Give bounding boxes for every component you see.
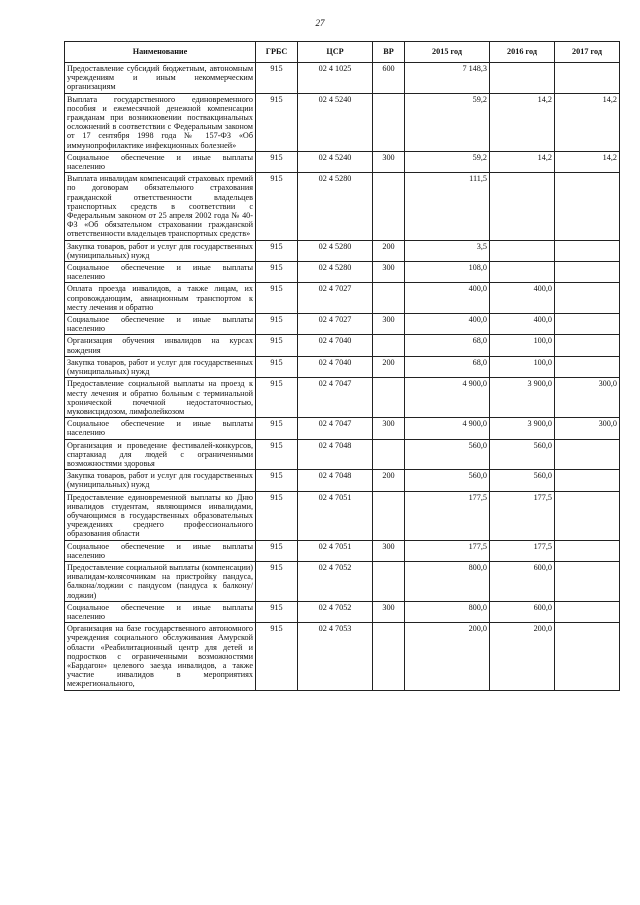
cell-y2016: 14,2 <box>490 93 555 151</box>
cell-csr: 02 4 7047 <box>298 418 373 439</box>
cell-vr: 300 <box>373 262 405 283</box>
cell-y2017 <box>555 470 620 491</box>
cell-vr: 200 <box>373 240 405 261</box>
cell-grbs: 915 <box>256 314 298 335</box>
page-number: 27 <box>315 18 325 28</box>
header-name: Наименование <box>65 42 256 63</box>
cell-y2016: 600,0 <box>490 601 555 622</box>
header-csr: ЦСР <box>298 42 373 63</box>
cell-y2015: 800,0 <box>405 601 490 622</box>
cell-y2017 <box>555 623 620 690</box>
cell-y2015: 108,0 <box>405 262 490 283</box>
cell-y2015: 7 148,3 <box>405 63 490 94</box>
cell-name: Социальное обеспечение и иные выплаты населению <box>65 262 256 283</box>
cell-name: Социальное обеспечение и иные выплаты населению <box>65 418 256 439</box>
cell-grbs: 915 <box>256 561 298 601</box>
cell-grbs: 915 <box>256 173 298 240</box>
cell-y2015: 111,5 <box>405 173 490 240</box>
cell-vr <box>373 439 405 470</box>
cell-y2017 <box>555 561 620 601</box>
cell-y2015: 800,0 <box>405 561 490 601</box>
cell-grbs: 915 <box>256 93 298 151</box>
cell-name: Закупка товаров, работ и услуг для государственных (муниципальных) нужд <box>65 356 256 377</box>
cell-grbs: 915 <box>256 491 298 540</box>
cell-y2015: 400,0 <box>405 314 490 335</box>
cell-y2017 <box>555 601 620 622</box>
table-row <box>65 439 620 470</box>
cell-y2017 <box>555 491 620 540</box>
table-body <box>65 63 620 691</box>
cell-y2017: 300,0 <box>555 418 620 439</box>
cell-csr: 02 4 5280 <box>298 173 373 240</box>
cell-csr: 02 4 7051 <box>298 491 373 540</box>
cell-csr: 02 4 7027 <box>298 283 373 314</box>
cell-csr: 02 4 7040 <box>298 335 373 356</box>
cell-vr: 300 <box>373 314 405 335</box>
table-row <box>65 540 620 561</box>
cell-y2016: 600,0 <box>490 561 555 601</box>
cell-y2017 <box>555 283 620 314</box>
cell-y2016: 560,0 <box>490 439 555 470</box>
cell-grbs: 915 <box>256 283 298 314</box>
table-row <box>65 283 620 314</box>
cell-grbs: 915 <box>256 378 298 418</box>
cell-y2017 <box>555 356 620 377</box>
cell-csr: 02 4 1025 <box>298 63 373 94</box>
table-row <box>65 93 620 151</box>
cell-y2016: 100,0 <box>490 356 555 377</box>
cell-y2016 <box>490 262 555 283</box>
cell-csr: 02 4 7052 <box>298 561 373 601</box>
cell-vr: 300 <box>373 418 405 439</box>
cell-y2017: 14,2 <box>555 93 620 151</box>
cell-grbs: 915 <box>256 240 298 261</box>
cell-y2015: 4 900,0 <box>405 378 490 418</box>
cell-grbs: 915 <box>256 151 298 172</box>
cell-y2016: 177,5 <box>490 540 555 561</box>
cell-name: Выплата государственного единовременного пособия и ежемесячной денежной компенсации гражданам при возникновении поствакцинальных осложнений в соответствии с Федеральным законом от 17 сентября 1998 года № 157-ФЗ «Об иммунопрофилактике инфекционных болезней» <box>65 93 256 151</box>
cell-y2016: 100,0 <box>490 335 555 356</box>
header-grbs: ГРБС <box>256 42 298 63</box>
cell-y2016: 400,0 <box>490 314 555 335</box>
cell-vr: 300 <box>373 151 405 172</box>
cell-name: Социальное обеспечение и иные выплаты населению <box>65 540 256 561</box>
cell-y2015: 560,0 <box>405 470 490 491</box>
cell-y2016: 560,0 <box>490 470 555 491</box>
cell-grbs: 915 <box>256 262 298 283</box>
cell-y2016: 3 900,0 <box>490 418 555 439</box>
cell-y2017 <box>555 314 620 335</box>
cell-y2015: 560,0 <box>405 439 490 470</box>
cell-y2015: 177,5 <box>405 540 490 561</box>
cell-vr <box>373 491 405 540</box>
cell-vr <box>373 335 405 356</box>
cell-vr <box>373 283 405 314</box>
cell-grbs: 915 <box>256 63 298 94</box>
cell-y2016: 3 900,0 <box>490 378 555 418</box>
cell-y2017 <box>555 540 620 561</box>
cell-name: Оплата проезда инвалидов, а также лицам, их сопровождающим, авиационным транспортом к месту лечения и обратно <box>65 283 256 314</box>
cell-vr: 200 <box>373 356 405 377</box>
budget-table <box>64 41 620 691</box>
cell-y2017 <box>555 63 620 94</box>
cell-y2017 <box>555 335 620 356</box>
cell-y2016 <box>490 63 555 94</box>
table-row <box>65 356 620 377</box>
table-row <box>65 63 620 94</box>
table-row <box>65 240 620 261</box>
cell-y2017 <box>555 240 620 261</box>
cell-csr: 02 4 7052 <box>298 601 373 622</box>
cell-y2016: 177,5 <box>490 491 555 540</box>
cell-y2017: 300,0 <box>555 378 620 418</box>
cell-y2017 <box>555 262 620 283</box>
table-row <box>65 262 620 283</box>
cell-name: Социальное обеспечение и иные выплаты населению <box>65 314 256 335</box>
table-header-row <box>65 42 620 63</box>
cell-vr <box>373 378 405 418</box>
table-row <box>65 314 620 335</box>
cell-name: Предоставление субсидий бюджетным, автономным учреждениям и иным некоммерческим организациям <box>65 63 256 94</box>
cell-vr <box>373 623 405 690</box>
header-2015: 2015 год <box>405 42 490 63</box>
cell-y2015: 59,2 <box>405 93 490 151</box>
cell-csr: 02 4 7047 <box>298 378 373 418</box>
cell-name: Выплата инвалидам компенсаций страховых премий по договорам обязательного страхования гражданской ответственности владельцев транспортных средств в соответствии с Федеральным законом от 25 апреля 2002 года № 40-ФЗ «Об обязательном страховании гражданской ответственности владельцев транспортных средств» <box>65 173 256 240</box>
table-row <box>65 601 620 622</box>
table-row <box>65 378 620 418</box>
cell-y2015: 400,0 <box>405 283 490 314</box>
cell-y2015: 68,0 <box>405 335 490 356</box>
cell-y2015: 68,0 <box>405 356 490 377</box>
cell-y2016: 14,2 <box>490 151 555 172</box>
cell-csr: 02 4 7040 <box>298 356 373 377</box>
cell-y2015: 4 900,0 <box>405 418 490 439</box>
cell-grbs: 915 <box>256 335 298 356</box>
table-row <box>65 418 620 439</box>
cell-csr: 02 4 7048 <box>298 439 373 470</box>
table-row <box>65 470 620 491</box>
cell-vr <box>373 561 405 601</box>
header-vr: ВР <box>373 42 405 63</box>
cell-name: Организация обучения инвалидов на курсах вождения <box>65 335 256 356</box>
cell-y2015: 3,5 <box>405 240 490 261</box>
cell-vr <box>373 173 405 240</box>
cell-grbs: 915 <box>256 623 298 690</box>
table-row <box>65 151 620 172</box>
table-row <box>65 491 620 540</box>
cell-csr: 02 4 7053 <box>298 623 373 690</box>
cell-vr: 600 <box>373 63 405 94</box>
table-row <box>65 173 620 240</box>
cell-y2017 <box>555 173 620 240</box>
cell-csr: 02 4 5280 <box>298 240 373 261</box>
cell-csr: 02 4 7027 <box>298 314 373 335</box>
cell-y2015: 59,2 <box>405 151 490 172</box>
cell-csr: 02 4 7051 <box>298 540 373 561</box>
cell-csr: 02 4 5280 <box>298 262 373 283</box>
cell-grbs: 915 <box>256 540 298 561</box>
cell-csr: 02 4 7048 <box>298 470 373 491</box>
cell-name: Предоставление социальной выплаты на проезд к месту лечения и обратно больным с терминальной хронической почечной недостаточностью, муковисцидозом, лимфолейкозом <box>65 378 256 418</box>
cell-name: Закупка товаров, работ и услуг для государственных (муниципальных) нужд <box>65 470 256 491</box>
cell-name: Закупка товаров, работ и услуг для государственных (муниципальных) нужд <box>65 240 256 261</box>
cell-name: Организация и проведение фестивалей-конкурсов, спартакиад для людей с ограниченными возможностями здоровья <box>65 439 256 470</box>
cell-y2015: 177,5 <box>405 491 490 540</box>
cell-grbs: 915 <box>256 418 298 439</box>
cell-vr: 300 <box>373 601 405 622</box>
table-row <box>65 623 620 690</box>
cell-name: Социальное обеспечение и иные выплаты населению <box>65 151 256 172</box>
cell-csr: 02 4 5240 <box>298 151 373 172</box>
cell-csr: 02 4 5240 <box>298 93 373 151</box>
cell-grbs: 915 <box>256 601 298 622</box>
cell-y2016 <box>490 173 555 240</box>
cell-y2017 <box>555 439 620 470</box>
cell-name: Организация на базе государственного автономного учреждения социального обслуживания Амурской области «Реабилитационный центр для детей и подростков с ограниченными возможностями «Бардагон» целевого заезда инвалидов, а также участие инвалидов в мероприятиях межрегионального, <box>65 623 256 690</box>
cell-vr: 200 <box>373 470 405 491</box>
cell-y2017: 14,2 <box>555 151 620 172</box>
cell-grbs: 915 <box>256 356 298 377</box>
table-row <box>65 561 620 601</box>
cell-y2016: 200,0 <box>490 623 555 690</box>
cell-name: Предоставление социальной выплаты (компенсации) инвалидам-колясочникам на пристройку пандуса, балкона/лоджии с пандусом (пандуса к балкону/лоджии) <box>65 561 256 601</box>
cell-vr <box>373 93 405 151</box>
header-2016: 2016 год <box>490 42 555 63</box>
cell-vr: 300 <box>373 540 405 561</box>
cell-y2016: 400,0 <box>490 283 555 314</box>
table-row <box>65 335 620 356</box>
cell-grbs: 915 <box>256 470 298 491</box>
cell-name: Социальное обеспечение и иные выплаты населению <box>65 601 256 622</box>
cell-y2015: 200,0 <box>405 623 490 690</box>
header-2017: 2017 год <box>555 42 620 63</box>
cell-name: Предоставление единовременной выплаты ко Дню инвалидов студентам, являющимся инвалидами, обучающимся в государственных образовательных учреждениях среднего профессионального образования области <box>65 491 256 540</box>
cell-y2016 <box>490 240 555 261</box>
cell-grbs: 915 <box>256 439 298 470</box>
